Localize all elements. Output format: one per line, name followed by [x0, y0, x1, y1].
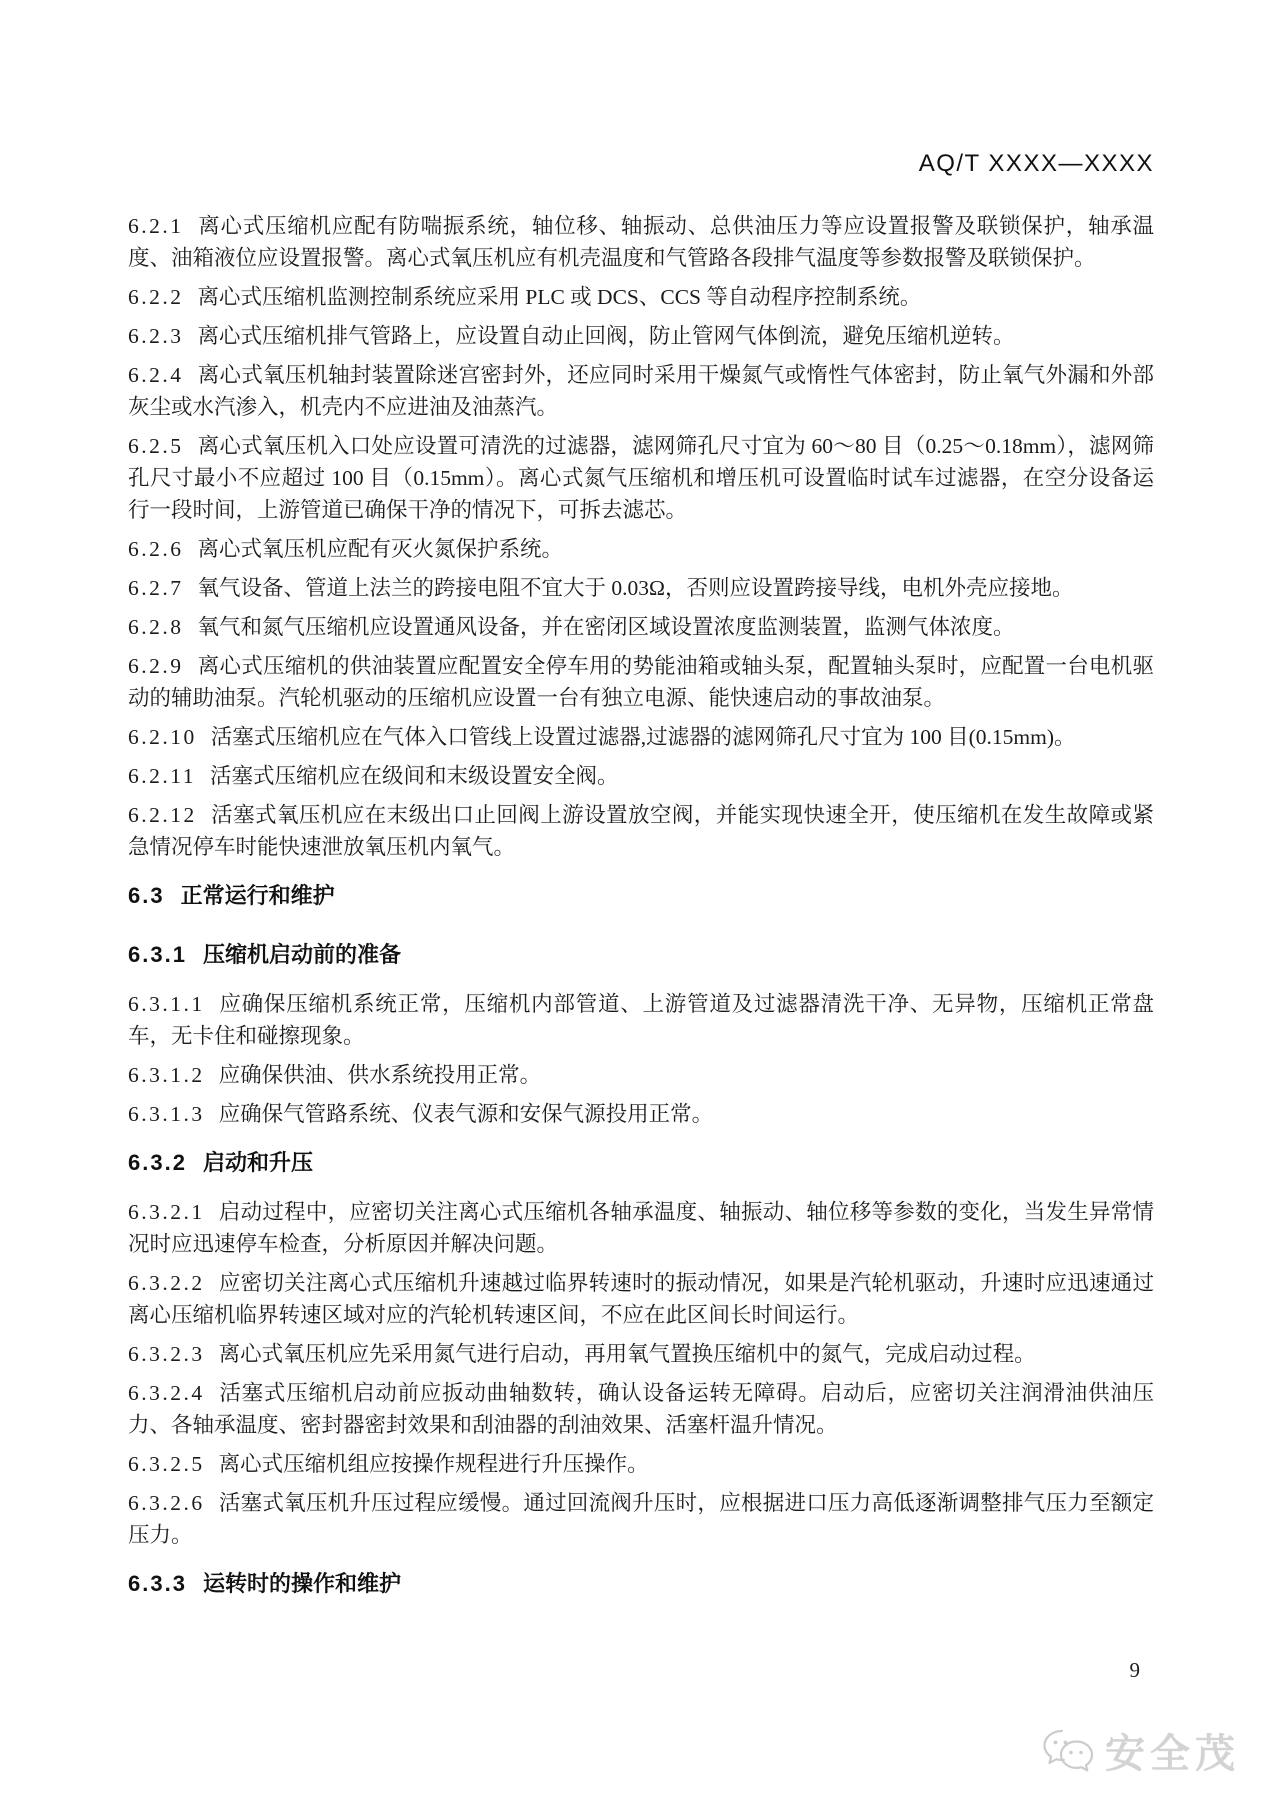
section-heading-6.3.1: [128, 929, 1154, 981]
page-number: 9: [1129, 1658, 1140, 1682]
clause-text: 压缩机启动前的准备: [202, 942, 401, 967]
clause-text: 离心式压缩机排气管路上，应设置自动止回阀，防止管网气体倒流，避免压缩机逆转。: [197, 324, 1015, 348]
clause-number: 6.2.7: [128, 576, 184, 600]
clause-text: 应确保气管路系统、仪表气源和安保气源投用正常。: [218, 1102, 714, 1126]
clause-text: 启动和升压: [202, 1150, 313, 1175]
clause-text: 应确保压缩机系统正常，压缩机内部管道、上游管道及过滤器清洗干净、无异物，压缩机正常盘车，无卡住和碰擦现象。: [128, 992, 1154, 1048]
clause-6.3.2.3: [128, 1338, 1154, 1370]
clause-text: 活塞式压缩机应在气体入口管线上设置过滤器,过滤器的滤网筛孔尺寸宜为 100 目(0.15mm)。: [210, 725, 1076, 749]
clause-6.2.3: [128, 320, 1154, 352]
clause-number: 6.2.9: [128, 654, 184, 678]
clause-6.3.1.3: [128, 1098, 1154, 1130]
watermark-text: 安全茂: [1105, 1732, 1240, 1776]
clause-6.3.2.1: [128, 1196, 1154, 1260]
clause-number: 6.3: [128, 883, 165, 908]
clause-number: 6.2.12: [128, 803, 197, 827]
clause-6.2.8: [128, 611, 1154, 643]
doc-code: AQ/T XXXX—XXXX: [918, 150, 1154, 177]
clause-6.3.2.6: [128, 1487, 1154, 1551]
clause-number: 6.2.3: [128, 324, 184, 348]
section-heading-6.3: [128, 870, 1154, 922]
clause-text: 应密切关注离心式压缩机升速越过临界转速时的振动情况，如果是汽轮机驱动，升速时应迅速通过离心压缩机临界转速区域对应的汽轮机转速区间，不应在此区间长时间运行。: [128, 1271, 1154, 1327]
clause-text: 离心式氧压机应先采用氮气进行启动，再用氧气置换压缩机中的氮气，完成启动过程。: [218, 1342, 1036, 1366]
clause-number: 6.3.1: [128, 942, 187, 967]
clause-6.2.10: [128, 721, 1154, 753]
clause-text: 离心式压缩机组应按操作规程进行升压操作。: [218, 1452, 649, 1476]
clause-text: 离心式压缩机监测控制系统应采用 PLC 或 DCS、CCS 等自动程序控制系统。: [197, 285, 922, 309]
clause-text: 运转时的操作和维护: [202, 1571, 401, 1596]
clause-number: 6.2.10: [128, 725, 197, 749]
clause-text: 氧气设备、管道上法兰的跨接电阻不宜大于 0.03Ω，否则应设置跨接导线，电机外壳应接地。: [197, 576, 1074, 600]
clause-number: 6.3.2.5: [128, 1452, 205, 1476]
clause-number: 6.2.4: [128, 363, 184, 387]
clause-6.2.2: [128, 281, 1154, 313]
clause-number: 6.3.2.4: [128, 1381, 205, 1405]
clause-text: 氧气和氮气压缩机应设置通风设备，并在密闭区域设置浓度监测装置，监测气体浓度。: [197, 615, 1015, 639]
clause-6.2.5: [128, 430, 1154, 526]
clause-6.3.1.2: [128, 1059, 1154, 1091]
clause-number: 6.3.3: [128, 1571, 187, 1596]
clause-text: 离心式压缩机的供油装置应配置安全停车用的势能油箱或轴头泵，配置轴头泵时，应配置一台电机驱动的辅助油泵。汽轮机驱动的压缩机应设置一台有独立电源、能快速启动的事故油泵。: [128, 654, 1154, 710]
clause-text: 离心式氧压机入口处应设置可清洗的过滤器，滤网筛孔尺寸宜为 60～80 目（0.25～0.18mm），滤网筛孔尺寸最小不应超过 100 目（0.15mm）。离心式氮气压缩机和增压机可设置临时试车过滤器，在空分设备运行一段时间，上游管道已确保干净的情况下，可拆去滤芯。: [128, 434, 1154, 522]
clause-number: 6.2.2: [128, 285, 184, 309]
clause-text: 活塞式氧压机应在末级出口止回阀上游设置放空阀，并能实现快速全开，使压缩机在发生故障或紧急情况停车时能快速泄放氧压机内氧气。: [128, 803, 1154, 859]
clause-6.2.6: [128, 533, 1154, 565]
clause-6.2.12: [128, 799, 1154, 863]
clause-number: 6.2.5: [128, 434, 184, 458]
wechat-icon: [1041, 1728, 1095, 1774]
clause-text: 离心式氧压机轴封装置除迷宫密封外，还应同时采用干燥氮气或惰性气体密封，防止氧气外漏和外部灰尘或水汽渗入，机壳内不应进油及油蒸汽。: [128, 363, 1154, 419]
clause-text: 活塞式压缩机应在级间和末级设置安全阀。: [209, 764, 619, 788]
clause-text: 活塞式氧压机升压过程应缓慢。通过回流阀升压时，应根据进口压力高低逐渐调整排气压力至额定压力。: [128, 1491, 1154, 1547]
clause-number: 6.2.8: [128, 615, 184, 639]
section-heading-6.3.3: [128, 1558, 1154, 1610]
clause-text: 离心式压缩机应配有防喘振系统，轴位移、轴振动、总供油压力等应设置报警及联锁保护，轴承温度、油箱液位应设置报警。离心式氧压机应有机壳温度和气管路各段排气温度等参数报警及联锁保护。: [128, 214, 1154, 270]
clause-number: 6.2.11: [128, 764, 196, 788]
clause-text: 启动过程中，应密切关注离心式压缩机各轴承温度、轴振动、轴位移等参数的变化，当发生异常情况时应迅速停车检查，分析原因并解决问题。: [128, 1200, 1154, 1256]
clause-number: 6.3.2.2: [128, 1271, 205, 1295]
clause-text: 应确保供油、供水系统投用正常。: [218, 1063, 542, 1087]
clause-6.3.2.2: [128, 1267, 1154, 1331]
clause-number: 6.3.2.1: [128, 1200, 205, 1224]
clause-number: 6.3.1.1: [128, 992, 205, 1016]
clause-text: 离心式氧压机应配有灭火氮保护系统。: [197, 537, 564, 561]
watermark: [1041, 1722, 1240, 1779]
clause-number: 6.3.2: [128, 1150, 187, 1175]
clause-number: 6.3.2.6: [128, 1491, 205, 1515]
clause-6.2.1: [128, 210, 1154, 274]
clause-6.2.7: [128, 572, 1154, 604]
clause-text: 活塞式压缩机启动前应扳动曲轴数转，确认设备运转无障碍。启动后，应密切关注润滑油供油压力、各轴承温度、密封器密封效果和刮油器的刮油效果、活塞杆温升情况。: [128, 1381, 1154, 1437]
clause-6.3.2.5: [128, 1448, 1154, 1480]
clause-6.2.4: [128, 359, 1154, 423]
clause-number: 6.3.2.3: [128, 1342, 205, 1366]
document-body: [128, 210, 1154, 1617]
clause-number: 6.3.1.2: [128, 1063, 205, 1087]
clause-6.2.11: [128, 760, 1154, 792]
clause-number: 6.2.6: [128, 537, 184, 561]
clause-6.2.9: [128, 650, 1154, 714]
clause-number: 6.2.1: [128, 214, 184, 238]
section-heading-6.3.2: [128, 1137, 1154, 1189]
clause-number: 6.3.1.3: [128, 1102, 205, 1126]
clause-text: 正常运行和维护: [180, 883, 335, 908]
clause-6.3.2.4: [128, 1377, 1154, 1441]
clause-6.3.1.1: [128, 988, 1154, 1052]
